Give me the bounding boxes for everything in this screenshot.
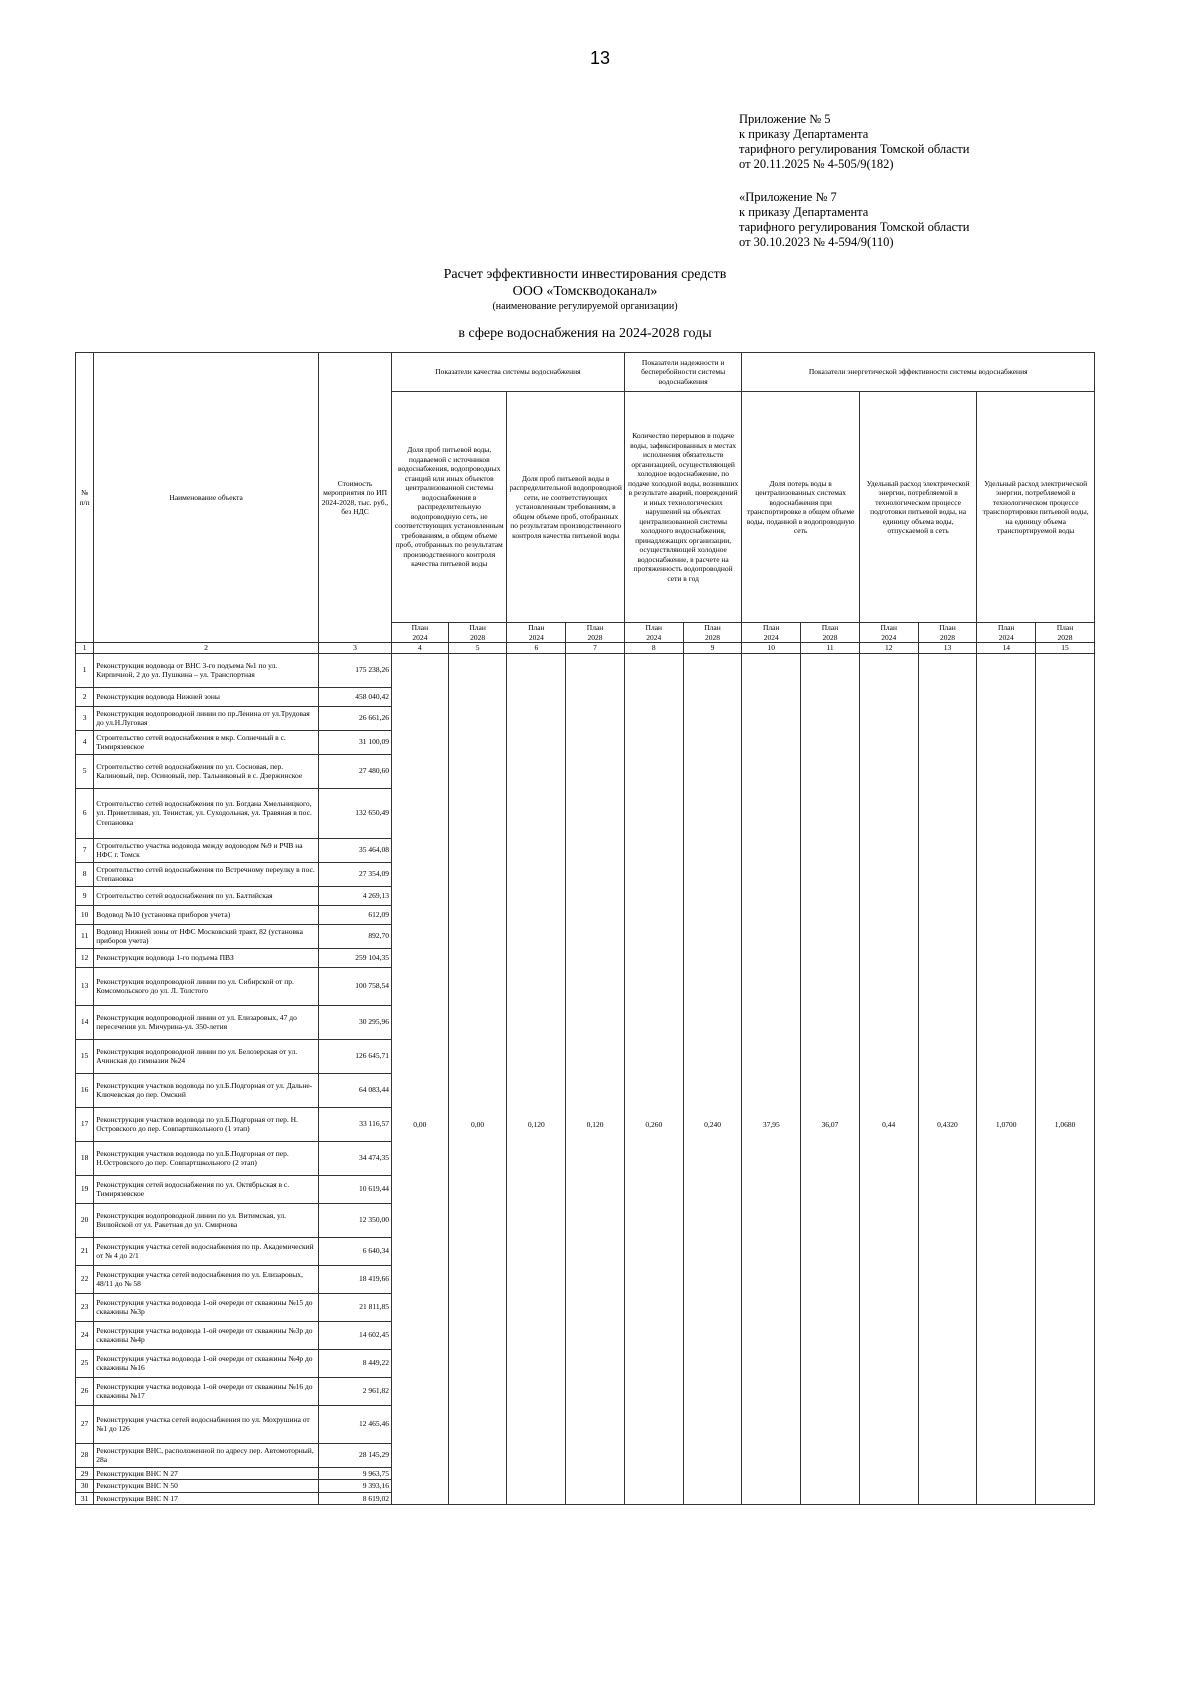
indicator-value-text: 0,4320 xyxy=(937,1119,958,1129)
column-number: 10 xyxy=(742,643,801,654)
plan-label: План xyxy=(411,623,429,632)
object-cost: 132 650,49 xyxy=(319,788,392,838)
column-number: 3 xyxy=(319,643,392,654)
column-number: 8 xyxy=(624,643,683,654)
table-body xyxy=(76,653,1095,1505)
object-cost: 31 100,09 xyxy=(319,730,392,754)
object-cost: 26 661,26 xyxy=(319,706,392,730)
plan-year: 2024 xyxy=(881,632,897,642)
column-number: 11 xyxy=(801,643,860,654)
indicator-value-text: 1,0700 xyxy=(995,1119,1017,1129)
row-number: 31 xyxy=(76,1492,94,1505)
column-number: 14 xyxy=(977,643,1036,654)
plan-label: План xyxy=(586,623,604,632)
plan-year: 2024 xyxy=(763,632,779,642)
row-number: 16 xyxy=(76,1073,94,1107)
row-number: 1 xyxy=(76,653,94,687)
indicator-value-text: 36,07 xyxy=(821,1119,839,1129)
object-name: Строительство сетей водоснабжения по ул. Сосновая, пер. Калиновый, пер. Осиновый, пер. Тальниковый в с. Дзержинское xyxy=(94,754,319,788)
row-number: 12 xyxy=(76,948,94,967)
object-name: Реконструкция участка водовода 1-ой очереди от скважины №16 до скважины №17 xyxy=(94,1377,319,1405)
object-name: Реконструкция водовода от ВНС 3-го подъема №1 по ул. Кирпичной, 2 до ул. Пушкина – ул. Транспортная xyxy=(94,653,319,687)
object-cost: 259 104,35 xyxy=(319,948,392,967)
plan-year: 2024 xyxy=(528,632,544,642)
row-number: 28 xyxy=(76,1443,94,1467)
column-number: 6 xyxy=(507,643,566,654)
object-name: Строительство сетей водоснабжения по ул. Богдана Хмельницкого, ул. Приветливая, ул. Тенистая, ул. Суходольная, ул. Травяная в пос. Степановка xyxy=(94,788,319,838)
organization-name: ООО «Томскводоканал» xyxy=(512,284,658,299)
plan-label: План xyxy=(469,623,486,632)
object-cost: 27 354,09 xyxy=(319,862,392,886)
annex-current-line: к приказу Департамента xyxy=(739,127,869,141)
column-number: 9 xyxy=(683,643,742,654)
object-name: Реконструкция участков водовода по ул.Б.Подгорная от пер. Н.Островского до пер. Совпартшкольного (2 этап) xyxy=(94,1141,319,1175)
indicator-value-text: 0,240 xyxy=(704,1119,721,1129)
object-cost: 34 474,35 xyxy=(319,1141,392,1175)
indicator-value xyxy=(859,653,918,1505)
column-numbers-row xyxy=(76,643,1095,654)
object-name: Реконструкция участка сетей водоснабжения по ул. Мохрушина от №1 до 126 xyxy=(94,1405,319,1443)
indicator-value xyxy=(624,653,683,1505)
annex-prev-line: к приказу Департамента xyxy=(739,205,869,219)
object-cost: 892,70 xyxy=(319,924,392,948)
object-name: Строительство сетей водоснабжения в мкр. Солнечный в с. Тимирязевское xyxy=(94,730,319,754)
title-scope: в сфере водоснабжения на 2024-2028 годы xyxy=(458,326,712,341)
header-plan-year xyxy=(566,623,625,643)
column-number: 13 xyxy=(918,643,977,654)
object-name: Реконструкция участка водовода 1-ой очереди от скважины №15 до скважины №3р xyxy=(94,1293,319,1321)
object-cost: 64 083,44 xyxy=(319,1073,392,1107)
plan-label: План xyxy=(939,623,956,632)
column-number: 4 xyxy=(392,643,449,654)
plan-year: 2028 xyxy=(1057,632,1073,642)
row-number: 29 xyxy=(76,1467,94,1480)
annex-prev-line: от 30.10.2023 № 4-594/9(110) xyxy=(739,235,894,249)
object-cost: 12 350,00 xyxy=(319,1203,392,1237)
row-number: 23 xyxy=(76,1293,94,1321)
header-indicator-2: Доля проб питьевой воды в распределительной водопроводной сети, не соответствующих установленным требованиям, в общем объеме проб, отобранных по результатам производственного контроля качества питьевой воды xyxy=(507,392,624,623)
header-plan-year xyxy=(1036,623,1095,643)
plan-label: План xyxy=(880,623,897,632)
indicator-value xyxy=(392,653,449,1505)
object-cost: 175 238,26 xyxy=(319,653,392,687)
object-name: Реконструкция участка водовода 1-ой очереди от скважины №3р до скважины №4р xyxy=(94,1321,319,1349)
header-indicator-1: Доля проб питьевой воды, подаваемой с источников водоснабжения, водопроводных станций или иных объектов централизованной системы водоснабжения в распределительную водопроводную сеть, не соответствующих установленным требованиям, в общем объеме проб, отобранных по результатам производственного контроля качества питьевой воды xyxy=(392,392,507,623)
indicator-value-text: 0,00 xyxy=(471,1119,485,1129)
plan-year: 2024 xyxy=(646,632,662,642)
annex-prev-block xyxy=(739,190,969,250)
row-number: 20 xyxy=(76,1203,94,1237)
header-cost: Стоимость мероприятия по ИП 2024-2028, тыс. руб., без НДС xyxy=(319,353,392,643)
document-title xyxy=(0,266,1170,342)
header-indicator-4: Доля потерь воды в централизованных системах водоснабжения при транспортировке в общем объеме воды, поданной в водопроводную сеть xyxy=(742,392,859,623)
object-cost: 8 449,22 xyxy=(319,1349,392,1377)
header-plan-year xyxy=(742,623,801,643)
object-name: Реконструкция участка сетей водоснабжения по ул. Елизаровых, 48/11 до № 58 xyxy=(94,1265,319,1293)
column-number: 2 xyxy=(94,643,319,654)
row-number: 13 xyxy=(76,967,94,1005)
object-name: Реконструкция водовода Нижней зоны xyxy=(94,687,319,706)
indicator-value xyxy=(683,653,742,1505)
header-plan-year xyxy=(683,623,742,643)
indicator-value xyxy=(507,653,566,1505)
plan-label: План xyxy=(528,623,545,632)
plan-year: 2028 xyxy=(939,632,955,642)
object-cost: 28 145,29 xyxy=(319,1443,392,1467)
object-cost: 18 419,66 xyxy=(319,1265,392,1293)
header-plan-year xyxy=(859,623,918,643)
plan-year: 2028 xyxy=(705,632,721,642)
efficiency-table xyxy=(75,352,1095,1505)
object-name: Строительство участка водовода между водоводом №9 и РЧВ на НФС г. Томск xyxy=(94,838,319,862)
object-cost: 9 963,75 xyxy=(319,1467,392,1480)
header-group-energy: Показатели энергетической эффективности системы водоснабжения xyxy=(742,353,1095,392)
object-cost: 8 619,02 xyxy=(319,1492,392,1505)
annex-prev-line: «Приложение № 7 xyxy=(739,190,837,204)
object-name: Реконструкция участков водовода по ул.Б.Подгорная от пер. Н. Островского до пер. Совпартшкольного (1 этап) xyxy=(94,1107,319,1141)
header-plan-year xyxy=(448,623,507,643)
object-name: Реконструкция участка водовода 1-ой очереди от скважины №4р до скважины №16 xyxy=(94,1349,319,1377)
row-number: 19 xyxy=(76,1175,94,1203)
plan-label: План xyxy=(645,623,663,632)
object-cost: 9 393,16 xyxy=(319,1480,392,1493)
object-name: Реконструкция водопроводной линии по ул. Сибирской от пр. Комсомольского до ул. Л. Толстого xyxy=(94,967,319,1005)
column-number: 1 xyxy=(76,643,94,654)
column-number: 7 xyxy=(566,643,625,654)
object-cost: 35 464,08 xyxy=(319,838,392,862)
header-indicator-3: Количество перерывов в подаче воды, зафиксированных в местах исполнения обязательств организацией, осуществляющей холодное водоснабжение, по подаче холодной воды, возникших в результате аварий, повреждений и иных технологических нарушений на объектах централизованной системы холодного водоснабжения, принадлежащих организации, осуществляющей холодное водоснабжение, в расчете на протяженность водопроводной сети в год xyxy=(624,392,741,623)
plan-year: 2028 xyxy=(822,632,838,642)
annex-prev-line: тарифного регулирования Томской области xyxy=(739,220,970,234)
object-cost: 30 295,96 xyxy=(319,1005,392,1039)
object-cost: 458 040,42 xyxy=(319,687,392,706)
header-indicator-5: Удельный расход электрической энергии, потребляемой в технологическом процессе подготовки питьевой воды, на единицу объема воды, отпускаемой в сеть xyxy=(859,392,976,623)
header-num: № п/п xyxy=(76,353,94,643)
row-number: 18 xyxy=(76,1141,94,1175)
plan-year: 2024 xyxy=(998,632,1014,642)
row-number: 7 xyxy=(76,838,94,862)
plan-label: План xyxy=(1056,623,1074,632)
object-name: Реконструкция участка сетей водоснабжения по пр. Академический от № 4 до 2/1 xyxy=(94,1237,319,1265)
object-name: Реконструкция ВНС N 17 xyxy=(94,1492,319,1505)
object-cost: 10 619,44 xyxy=(319,1175,392,1203)
object-name: Реконструкция ВНС N 27 xyxy=(94,1467,319,1480)
row-number: 30 xyxy=(76,1480,94,1493)
object-name: Реконструкция водопроводной линии по ул. Белозерская от ул. Ачинская до гимназии №24 xyxy=(94,1039,319,1073)
object-cost: 612,09 xyxy=(319,905,392,924)
header-indicator-6: Удельный расход электрической энергии, потребляемой в технологическом процессе транспортировки питьевой воды, на единицу объема транспортируемой воды xyxy=(977,392,1095,623)
row-number: 8 xyxy=(76,862,94,886)
indicator-value xyxy=(566,653,625,1505)
row-number: 25 xyxy=(76,1349,94,1377)
indicator-value xyxy=(448,653,507,1505)
indicator-value xyxy=(1036,653,1095,1505)
row-number: 21 xyxy=(76,1237,94,1265)
annex-current-block xyxy=(739,112,969,172)
object-cost: 14 602,45 xyxy=(319,1321,392,1349)
annex-current-line: от 20.11.2025 № 4-505/9(182) xyxy=(739,157,894,171)
table-row xyxy=(76,653,1095,687)
object-cost: 21 811,85 xyxy=(319,1293,392,1321)
indicator-value xyxy=(801,653,860,1505)
object-cost: 6 640,34 xyxy=(319,1237,392,1265)
title-line: Расчет эффективности инвестирования средств xyxy=(443,267,727,282)
column-number: 5 xyxy=(448,643,507,654)
object-cost: 2 961,82 xyxy=(319,1377,392,1405)
indicator-value-text: 0,44 xyxy=(882,1119,896,1129)
indicator-value-text: 1,0680 xyxy=(1054,1119,1076,1129)
plan-year: 2028 xyxy=(587,632,603,642)
row-number: 5 xyxy=(76,754,94,788)
organization-caption: (наименование регулируемой организации) xyxy=(492,301,678,312)
row-number: 3 xyxy=(76,706,94,730)
object-name: Реконструкция сетей водоснабжения по ул. Октябрьская в с. Тимирязевское xyxy=(94,1175,319,1203)
indicator-value-text: 0,120 xyxy=(527,1119,545,1129)
header-plan-year xyxy=(624,623,683,643)
object-name: Реконструкция участков водовода по ул.Б.Подгорная от ул. Дальне-Ключевская до пер. Омский xyxy=(94,1073,319,1107)
object-cost: 4 269,13 xyxy=(319,886,392,905)
annex-current-line: тарифного регулирования Томской области xyxy=(739,142,970,156)
indicator-value-text: 0,00 xyxy=(413,1119,427,1129)
plan-label: План xyxy=(763,623,780,632)
header-group-reliability: Показатели надежности и бесперебойности системы водоснабжения xyxy=(624,353,741,392)
object-name: Реконструкция водопроводной линии от ул. Елизаровых, 47 до пересечения ул. Мичурина-ул. 350-летия xyxy=(94,1005,319,1039)
row-number: 24 xyxy=(76,1321,94,1349)
row-number: 9 xyxy=(76,886,94,905)
header-group-quality: Показатели качества системы водоснабжения xyxy=(392,353,625,392)
plan-label: План xyxy=(997,623,1015,632)
row-number: 17 xyxy=(76,1107,94,1141)
object-cost: 33 116,57 xyxy=(319,1107,392,1141)
header-plan-year xyxy=(507,623,566,643)
row-number: 26 xyxy=(76,1377,94,1405)
object-name: Строительство сетей водоснабжения по Встречному переулку в пос. Степановка xyxy=(94,862,319,886)
annex-current-line: Приложение № 5 xyxy=(739,112,831,126)
row-number: 22 xyxy=(76,1265,94,1293)
row-number: 6 xyxy=(76,788,94,838)
header-plan-year xyxy=(392,623,449,643)
header-plan-year xyxy=(977,623,1036,643)
row-number: 11 xyxy=(76,924,94,948)
object-cost: 126 645,71 xyxy=(319,1039,392,1073)
object-name: Реконструкция ВНС, расположенной по адресу пер. Автомоторный, 28а xyxy=(94,1443,319,1467)
object-name: Строительство сетей водоснабжения по ул. Балтийская xyxy=(94,886,319,905)
object-name: Реконструкция водовода 1-го подъема ПВЗ xyxy=(94,948,319,967)
indicator-value xyxy=(742,653,801,1505)
row-number: 14 xyxy=(76,1005,94,1039)
row-number: 15 xyxy=(76,1039,94,1073)
object-name: Реконструкция водопроводной линии по ул. Витимская, ул. Вилюйской от ул. Ракетная до ул. Смирнова xyxy=(94,1203,319,1237)
indicator-value xyxy=(918,653,977,1505)
plan-year: 2024 xyxy=(412,632,428,642)
row-number: 10 xyxy=(76,905,94,924)
indicator-value-text: 37,95 xyxy=(762,1119,780,1129)
plan-label: План xyxy=(704,623,721,632)
object-name: Водовод Нижней зоны от НФС Московский тракт, 82 (установка приборов учета) xyxy=(94,924,319,948)
column-number: 15 xyxy=(1036,643,1095,654)
page-number: 13 xyxy=(589,48,611,68)
header-plan-year xyxy=(801,623,860,643)
row-number: 27 xyxy=(76,1405,94,1443)
object-name: Реконструкция водопроводной линии по пр.Ленина от ул.Трудовая до ул.Н.Луговая xyxy=(94,706,319,730)
plan-label: План xyxy=(821,623,839,632)
row-number: 2 xyxy=(76,687,94,706)
row-number: 4 xyxy=(76,730,94,754)
plan-year: 2028 xyxy=(470,632,486,642)
object-name: Реконструкция ВНС N 50 xyxy=(94,1480,319,1493)
object-cost: 27 480,60 xyxy=(319,754,392,788)
header-plan-year xyxy=(918,623,977,643)
indicator-value xyxy=(977,653,1036,1505)
column-number: 12 xyxy=(859,643,918,654)
indicator-value-text: 0,120 xyxy=(586,1119,604,1129)
object-cost: 100 758,54 xyxy=(319,967,392,1005)
header-name: Наименование объекта xyxy=(94,353,319,643)
indicator-value-text: 0,260 xyxy=(645,1119,663,1129)
object-cost: 12 465,46 xyxy=(319,1405,392,1443)
object-name: Водовод №10 (установка приборов учета) xyxy=(94,905,319,924)
